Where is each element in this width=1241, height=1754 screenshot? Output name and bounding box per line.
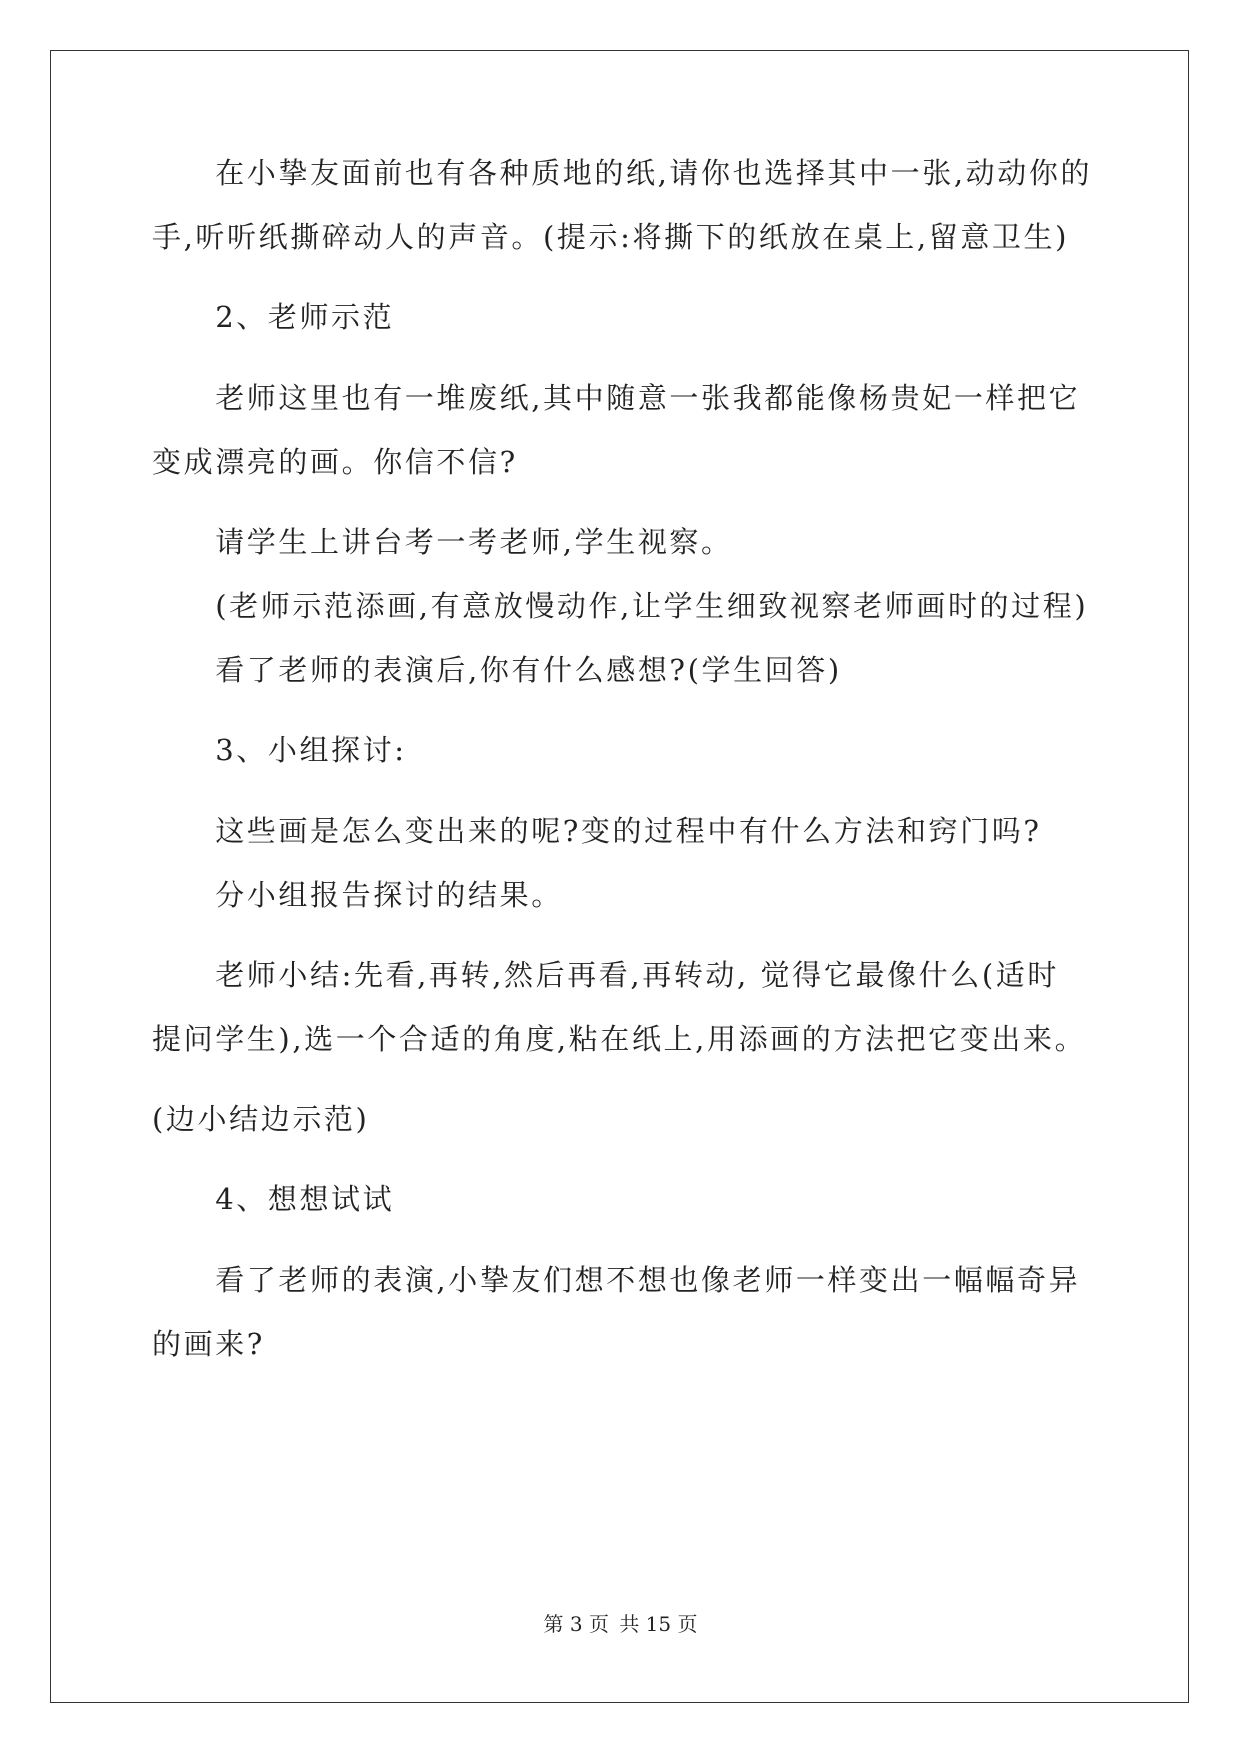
paragraph-line: (边小结边示范) — [152, 1102, 370, 1136]
page-total: 共 15 页 — [619, 1612, 698, 1636]
paragraph-line: 老师小结:先看,再转,然后再看,再转动, 觉得它最像什么(适时 — [152, 958, 1059, 992]
paragraph-line: 看了老师的表演,小挚友们想不想也像老师一样变出一幅幅奇异 — [152, 1263, 1081, 1297]
paragraph-line: 手,听听纸撕碎动人的声音。(提示:将撕下的纸放在桌上,留意卫生) — [152, 220, 1070, 254]
paragraph-line: 在小挚友面前也有各种质地的纸,请你也选择其中一张,动动你的 — [152, 156, 1093, 190]
section-heading: 4、想想试试 — [152, 1182, 395, 1216]
paragraph-line: 这些画是怎么变出来的呢?变的过程中有什么方法和窍门吗? — [152, 814, 1042, 848]
paragraph-line: (老师示范添画,有意放慢动作,让学生细致视察老师画时的过程) — [152, 589, 1089, 623]
page-footer — [0, 1608, 1241, 1637]
paragraph-line: 分小组报告探讨的结果。 — [152, 878, 563, 912]
section-heading: 3、小组探讨: — [152, 733, 407, 767]
paragraph-line: 老师这里也有一堆废纸,其中随意一张我都能像杨贵妃一样把它 — [152, 381, 1081, 415]
page-number: 第 3 页 — [543, 1612, 609, 1636]
paragraph-line: 的画来? — [152, 1327, 265, 1361]
paragraph-line: 变成漂亮的画。你信不信? — [152, 445, 518, 479]
paragraph-line: 看了老师的表演后,你有什么感想?(学生回答) — [152, 653, 842, 687]
paragraph-line: 提问学生),选一个合适的角度,粘在纸上,用添画的方法把它变出来。 — [152, 1022, 1087, 1056]
section-heading: 2、老师示范 — [152, 300, 395, 334]
paragraph-line: 请学生上讲台考一考老师,学生视察。 — [152, 525, 733, 559]
